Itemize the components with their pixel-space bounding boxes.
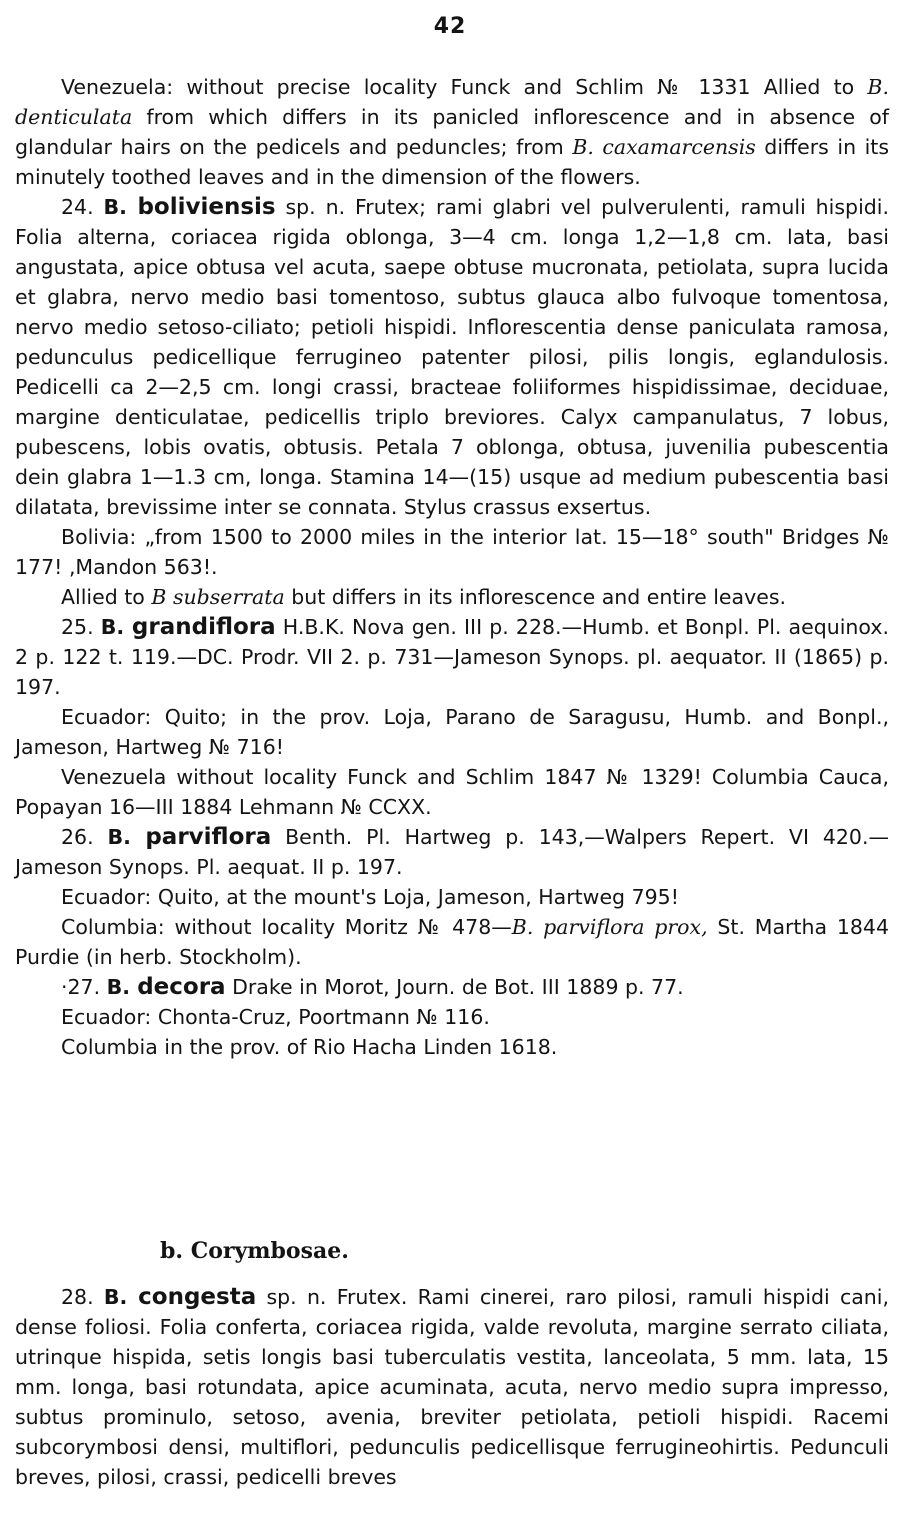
species-24-description: 24. B. boliviensis sp. n. Frutex; rami glabri vel pulverulenti, ramuli hispidi. Folia alterna, coriacea rigida oblonga, 3—4 cm. longa 1,2—1,8 cm. lata, basi angustata, apice obtusa vel acuta, saepe obtuse mucronata, petiolata, supra lucida et glabra, nervo medio basi tomentoso, subtus glauca albo fulvoque tomentosa, nervo medio setoso-ciliato; petioli hispidi. Inflorescentia dense paniculata ramosa, pedunculus pedicellique ferrugineo patenter pilosi, pilis longis, eglandulosis. Pedicelli ca 2—2,5 cm. longi crassi, bracteae foliiformes hispidissimae, deciduae, margine denticulatae, pedicellis triplo breviores. Calyx campanulatus, 7 lobus, pubescens, lobis ovatis, obtusis. Petala 7 oblonga, obtusa, juvenilia pubescentia dein glabra 1—1.3 cm, longa. Stamina 14—(15) usque ad medium pubescentia basi dilatata, brevissime inter se connata. Stylus crassus exsertus. xyxy=(15,194,889,519)
species-26-references: 26. B. parviflora Benth. Pl. Hartweg p. 143,—Walpers Repert. VI 420.—Jameson Synops. Pl. aequat. II p. 197. xyxy=(15,824,889,879)
text-block-lower xyxy=(15,1282,889,1492)
species-25-locality-ecuador: Ecuador: Quito; in the prov. Loja, Parano de Saragusu, Humb. and Bonpl., Jameson, Hartweg № 716! xyxy=(15,705,889,759)
species-name: parviflora xyxy=(145,824,272,850)
species-26-locality-columbia: Columbia: without locality Moritz № 478—B. parviflora prox, St. Martha 1844 Purdie (in herb. Stockholm). xyxy=(15,915,889,969)
species-26-locality-ecuador: Ecuador: Quito, at the mount's Loja, Jameson, Hartweg 795! xyxy=(61,885,679,909)
species-name: decora xyxy=(137,974,226,1000)
paragraph-venezuela-intro: Venezuela: without precise locality Funck and Schlim № 1331 Allied to B. denticulata from which differs in its panicled inflorescence and in absence of glandular hairs on the pedicels and peduncles; from B. caxamarcensis differs in its minutely toothed leaves and in the dimension of the flowers. xyxy=(15,75,889,189)
text-block-upper xyxy=(15,72,889,1062)
species-name: grandiflora xyxy=(131,614,276,640)
species-27-references: ·27. B. decora Drake in Morot, Journ. de Bot. III 1889 p. 77. xyxy=(61,974,684,1000)
section-heading: b. Corymbosae. xyxy=(160,1238,349,1264)
species-28-description: 28. B. congesta sp. n. Frutex. Rami cinerei, raro pilosi, ramuli hispidi cani, dense foliosi. Folia conferta, coriacea rigida, valde revoluta, margine serrato ciliata, utrinque hispida, setis longis basi tuberculatis vestita, lanceolata, 5 mm. lata, 15 mm. longa, basi rotundata, apice acuminata, acuta, nervo medio supra impresso, subtus prominulo, setoso, avenia, breviter petiolata, petioli hispidi. Racemi subcorymbosi densi, multiflori, pedunculis pedicellisque ferrugineohirtis. Pedunculi breves, pilosi, crassi, pedicelli breves xyxy=(15,1284,890,1489)
species-25-locality-venezuela: Venezuela without locality Funck and Schlim 1847 № 1329! Columbia Cauca, Popayan 16—III 1884 Lehmann № CCXX. xyxy=(15,765,889,819)
species-24-affinity: Allied to B subserrata but differs in its inflorescence and entire leaves. xyxy=(61,585,787,609)
species-24-locality: Bolivia: „from 1500 to 2000 miles in the interior lat. 15—18° south" Bridges № 177! ‚Mandon 563!. xyxy=(15,525,889,579)
species-name: boliviensis xyxy=(137,194,276,220)
species-27-locality-columbia: Columbia in the prov. of Rio Hacha Linden 1618. xyxy=(61,1035,558,1059)
page-number: 42 xyxy=(433,14,467,39)
species-25-references: 25. B. grandiflora H.B.K. Nova gen. III p. 228.—Humb. et Bonpl. Pl. aequinox. 2 p. 122 t. 119.—DC. Prodr. VII 2. p. 731—Jameson Synops. pl. aequator. II (1865) p. 197. xyxy=(15,614,889,699)
species-27-locality-ecuador: Ecuador: Chonta-Cruz, Poortmann № 116. xyxy=(61,1005,490,1029)
species-name: congesta xyxy=(138,1284,257,1310)
